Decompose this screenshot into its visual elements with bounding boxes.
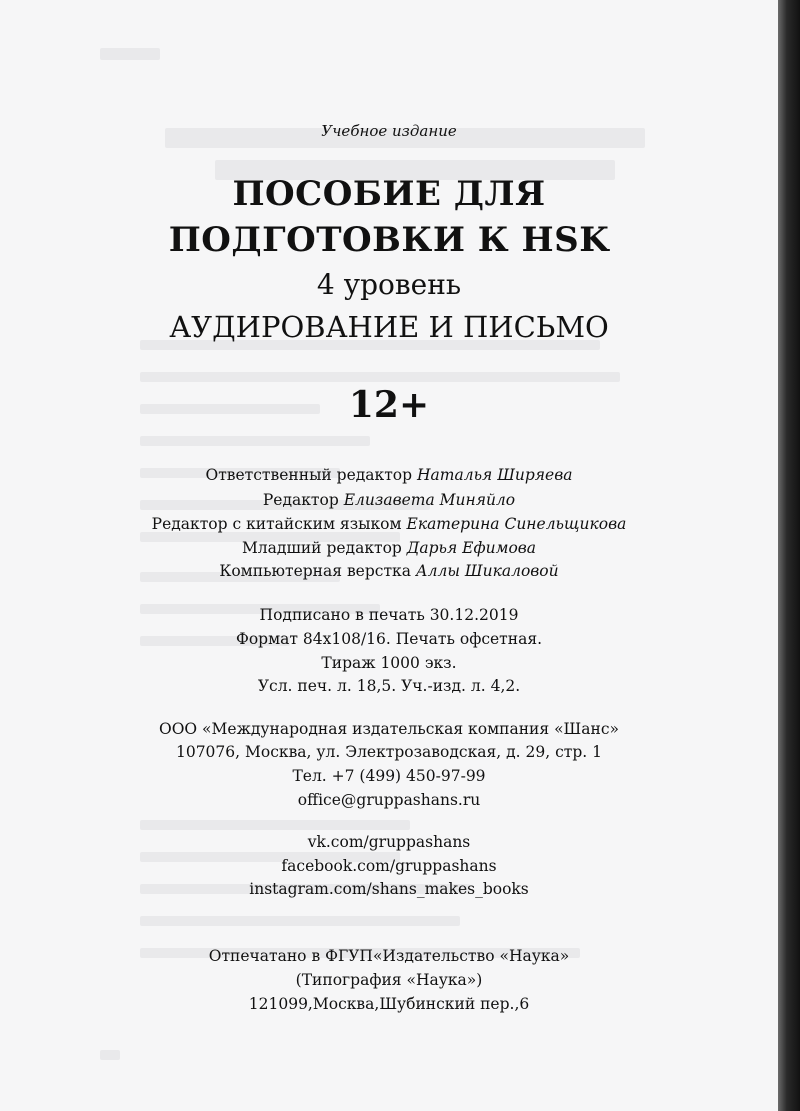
printer-name: Отпечатано в ФГУП«Издательство «Наука» bbox=[208, 947, 570, 965]
age-rating: 12+ bbox=[348, 384, 430, 426]
printer-address: 121099,Москва,Шубинский пер.,6 bbox=[248, 995, 530, 1013]
credit-line bbox=[0, 466, 778, 484]
web-link-instagram: instagram.com/shans_makes_books bbox=[249, 880, 529, 898]
publisher-address: 107076, Москва, ул. Электрозаводская, д. 29, стр. 1 bbox=[175, 743, 603, 761]
credit-role: Младший редактор bbox=[241, 539, 407, 557]
book-subtitle: АУДИРОВАНИЕ И ПИСЬМО bbox=[169, 310, 609, 344]
publisher-phone: Тел. +7 (499) 450-97-99 bbox=[292, 767, 486, 785]
credit-role: Редактор с китайским языком bbox=[151, 515, 407, 533]
print-info-line: Тираж 1000 экз. bbox=[321, 654, 457, 672]
book-level: 4 уровень bbox=[316, 268, 462, 301]
credit-line bbox=[0, 491, 778, 509]
credit-line bbox=[0, 515, 778, 533]
credit-name: Дарья Ефимова bbox=[406, 539, 537, 557]
book-title-line-2: ПОДГОТОВКИ К HSK bbox=[168, 220, 610, 260]
web-link-facebook: facebook.com/gruppashans bbox=[281, 857, 497, 875]
credit-name: Екатерина Синельщикова bbox=[406, 515, 627, 533]
printer-subname: (Типография «Наука») bbox=[295, 971, 483, 989]
page-edge-shadow bbox=[778, 0, 800, 1111]
credit-role: Ответственный редактор bbox=[205, 466, 417, 484]
web-link-vk: vk.com/gruppashans bbox=[307, 833, 471, 851]
publisher-name: ООО «Международная издательская компания «Шанс» bbox=[159, 720, 619, 738]
credit-line bbox=[0, 539, 778, 557]
credit-name: Аллы Шикаловой bbox=[415, 562, 559, 580]
credit-name: Наталья Ширяева bbox=[417, 466, 573, 484]
book-title-line-1: ПОСОБИЕ ДЛЯ bbox=[232, 174, 546, 214]
print-info-line: Формат 84х108/16. Печать офсетная. bbox=[235, 630, 543, 648]
credit-role: Компьютерная верстка bbox=[219, 562, 416, 580]
print-info-line: Подписано в печать 30.12.2019 bbox=[259, 606, 519, 624]
edition-type: Учебное издание bbox=[321, 122, 457, 140]
publisher-email: office@gruppashans.ru bbox=[297, 791, 481, 809]
credit-name: Елизавета Миняйло bbox=[343, 491, 516, 509]
credit-line bbox=[0, 562, 778, 580]
print-info-line: Усл. печ. л. 18,5. Уч.-изд. л. 4,2. bbox=[257, 677, 521, 695]
credit-role: Редактор bbox=[262, 491, 344, 509]
